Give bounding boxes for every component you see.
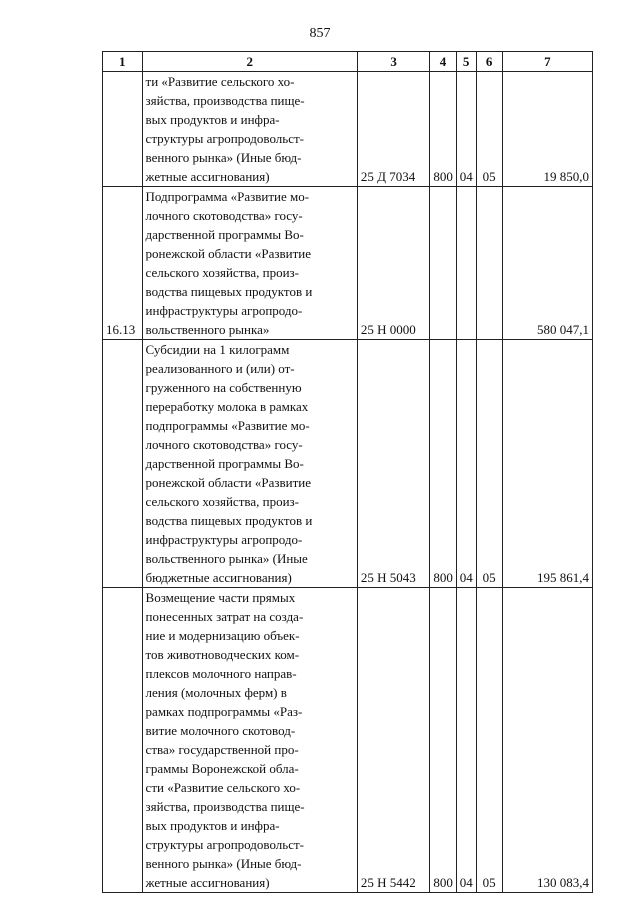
row-amount: 195 861,4 [502, 340, 592, 588]
page-number: 857 [309, 26, 331, 41]
row-description: Возмещение части прямых понесенных затрат на созда- ние и модернизацию объек- тов животноводческих ком- плексов молочного направ- ления (молочных ферм) в рамках подпрограммы «Раз- витие молочного скотовод- ства» государственной про- граммы Воронежской обла- сти «Развитие сельского хо- зяйства, производства пище- вых продуктов и инфра- структуры агропродовольст- венного рынка» (Иные бюд- жетные ассигнования) [142, 588, 357, 893]
row-amount: 580 047,1 [502, 187, 592, 340]
header-col-3: 3 [357, 52, 430, 72]
row-col-4: 800 [430, 72, 456, 187]
header-col-7: 7 [502, 52, 592, 72]
table-row [103, 187, 593, 340]
row-number [103, 588, 143, 893]
row-description: Подпрограмма «Развитие мо- лочного скотоводства» госу- дарственной программы Во- ронежской области «Развитие сельского хозяйства, произ- водства пищевых продуктов и инфраструктуры агропродо- вольственного рынка» [142, 187, 357, 340]
row-col-5: 04 [456, 72, 476, 187]
row-col-6: 05 [476, 72, 502, 187]
row-col-4 [430, 187, 456, 340]
header-col-6: 6 [476, 52, 502, 72]
budget-table [102, 51, 593, 893]
header-col-2: 2 [142, 52, 357, 72]
header-col-1: 1 [103, 52, 143, 72]
row-description: ти «Развитие сельского хо- зяйства, производства пище- вых продуктов и инфра- структуры агропродовольст- венного рынка» (Иные бюд- жетные ассигнования) [142, 72, 357, 187]
table-row [103, 340, 593, 588]
row-col-6 [476, 187, 502, 340]
row-code: 25 Д 7034 [357, 72, 430, 187]
row-col-4: 800 [430, 588, 456, 893]
row-amount: 130 083,4 [502, 588, 592, 893]
row-number [103, 340, 143, 588]
header-col-5: 5 [456, 52, 476, 72]
row-code: 25 Н 5442 [357, 588, 430, 893]
row-col-6: 05 [476, 588, 502, 893]
row-number [103, 72, 143, 187]
table-row [103, 588, 593, 893]
row-code: 25 Н 5043 [357, 340, 430, 588]
row-col-4: 800 [430, 340, 456, 588]
table-row [103, 72, 593, 187]
row-col-5 [456, 187, 476, 340]
row-col-5: 04 [456, 588, 476, 893]
row-amount: 19 850,0 [502, 72, 592, 187]
row-code: 25 Н 0000 [357, 187, 430, 340]
row-number: 16.13 [103, 187, 143, 340]
header-row [103, 52, 593, 72]
row-description: Субсидии на 1 килограмм реализованного и (или) от- груженного на собственную переработку молока в рамках подпрограммы «Развитие мо- лочного скотоводства» госу- дарственной программы Во- ронежской области «Развитие сельского хозяйства, произ- водства пищевых продуктов и инфраструктуры агропродо- вольственного рынка» (Иные бюджетные ассигнования) [142, 340, 357, 588]
row-col-5: 04 [456, 340, 476, 588]
row-col-6: 05 [476, 340, 502, 588]
header-col-4: 4 [430, 52, 456, 72]
